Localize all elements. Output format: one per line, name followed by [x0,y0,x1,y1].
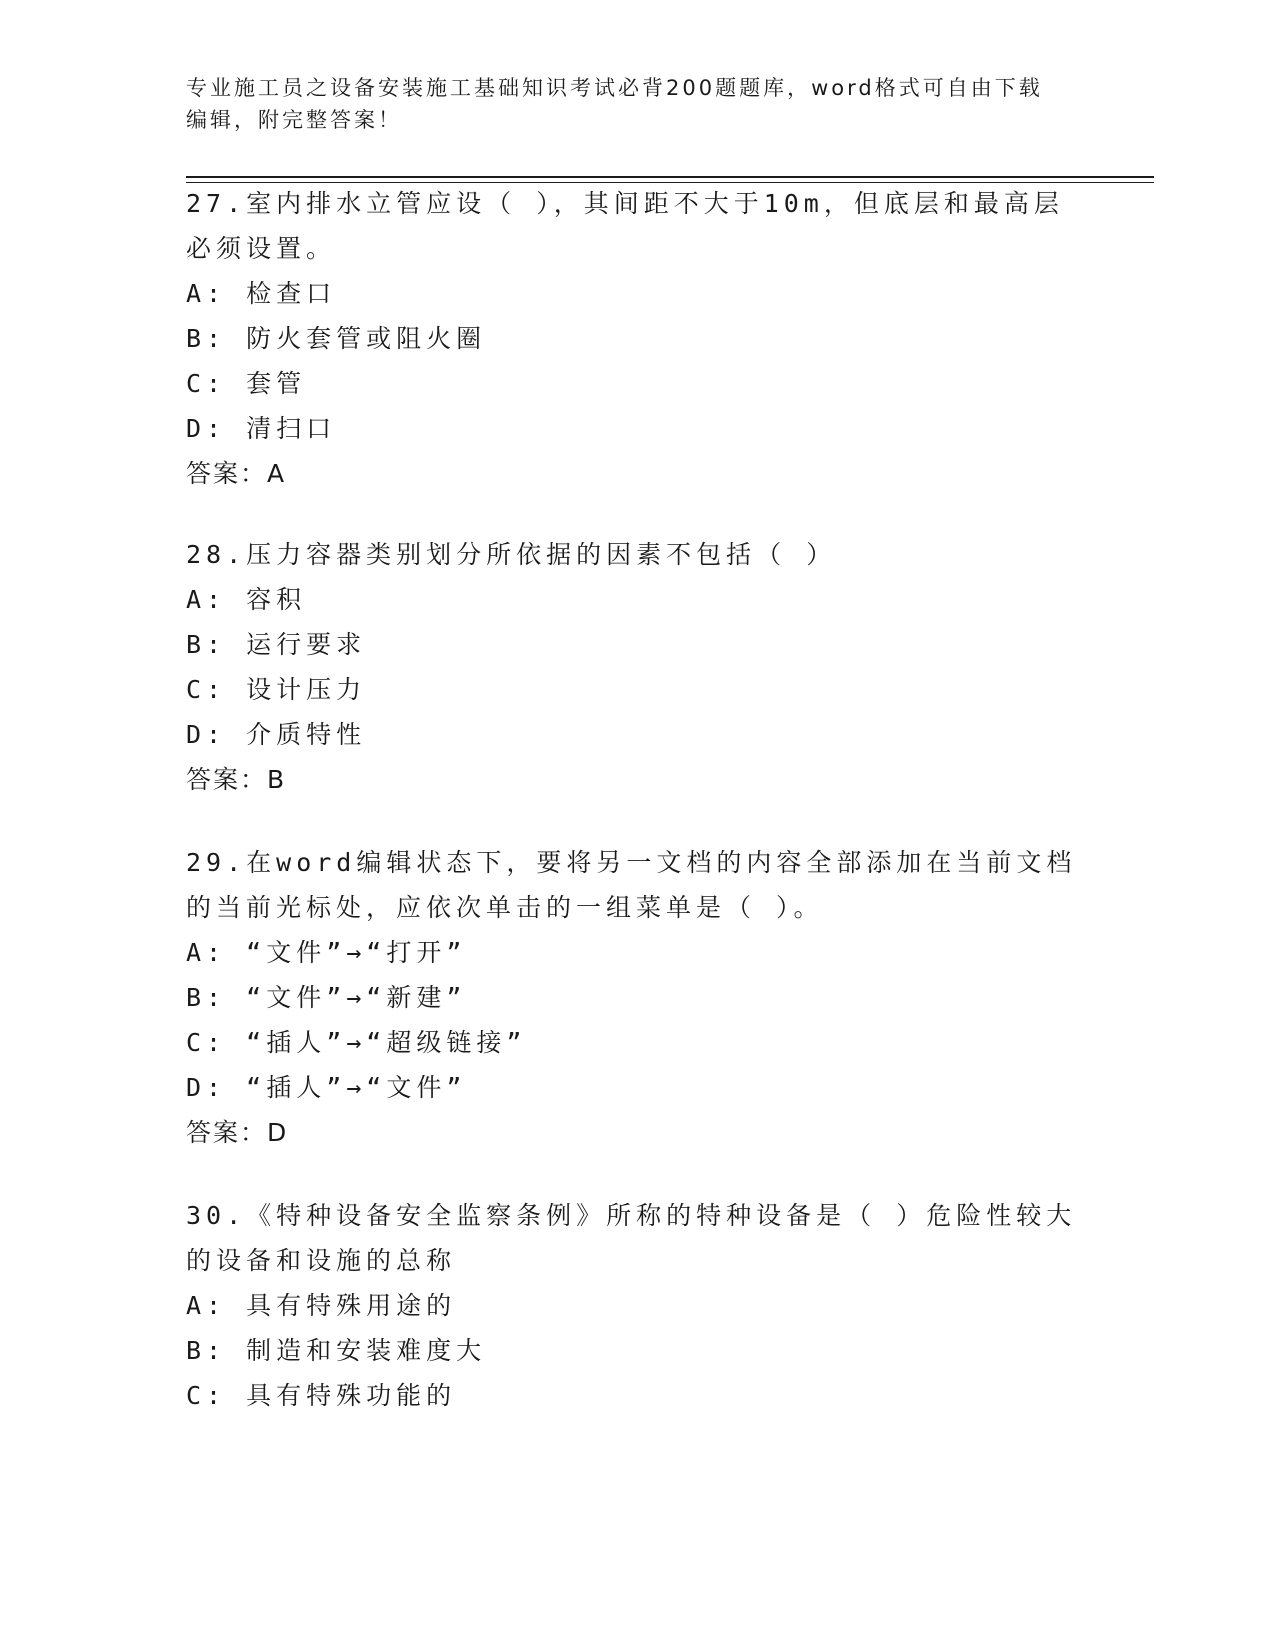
option-b: B: “文件”→“新建” [186,983,467,1012]
question-stem: 29.在word编辑状态下，要将另一文档的内容全部添加在当前文档的当前光标处，应依次单击的一组菜单是（ ）。 [186,848,1077,922]
answer: 答案：B [186,765,287,794]
question-stem: 30.《特种设备安全监察条例》所称的特种设备是（ ）危险性较大的设备和设施的总称 [186,1201,1077,1275]
question-stem: 27.室内排水立管应设（ ），其间距不大于10m，但底层和最高层必须设置。 [186,189,1064,263]
option-c: C: 具有特殊功能的 [186,1381,457,1410]
answer: 答案：A [186,459,287,488]
question-29 [186,840,1086,1155]
header-line-1: 专业施工员之设备安装施工基础知识考试必背200题题库，word格式可自由下载 [186,76,1043,100]
option-c: C: “插人”→“超级链接” [186,1028,527,1057]
header-line-2: 编辑，附完整答案！ [186,108,402,132]
document-header [186,72,1066,136]
answer: 答案：D [186,1118,289,1147]
option-b: B: 防火套管或阻火圈 [186,324,487,353]
option-a: A: “文件”→“打开” [186,938,467,967]
option-d: D: “插人”→“文件” [186,1073,467,1102]
option-d: D: 清扫口 [186,414,337,443]
question-27 [186,181,1086,496]
option-a: A: 检查口 [186,279,337,308]
header-divider-thick [186,176,1154,178]
option-a: A: 容积 [186,585,307,614]
question-30 [186,1193,1086,1418]
option-b: B: 运行要求 [186,630,367,659]
option-a: A: 具有特殊用途的 [186,1291,457,1320]
option-c: C: 套管 [186,369,307,398]
option-d: D: 介质特性 [186,720,367,749]
question-28 [186,532,1086,802]
option-c: C: 设计压力 [186,675,367,704]
question-stem: 28.压力容器类别划分所依据的因素不包括（ ） [186,540,837,569]
option-b: B: 制造和安装难度大 [186,1336,487,1365]
